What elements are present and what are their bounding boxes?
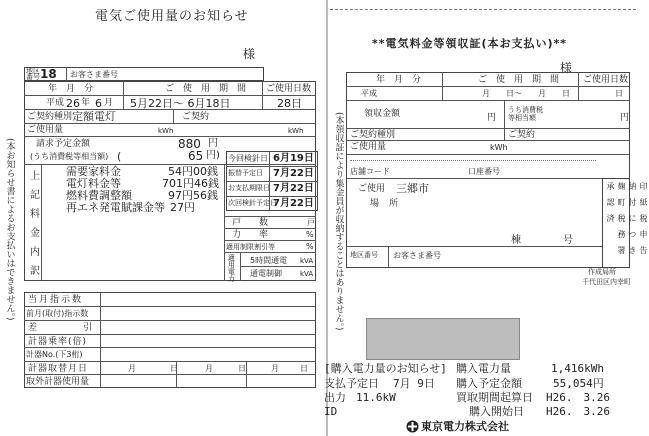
- buy-kwh-label: 購入電力量: [456, 362, 511, 375]
- tax-unit: 円): [206, 150, 220, 161]
- buy-amount-value: 55,054円: [553, 377, 604, 390]
- receipt-side-note: (本領収証により集金員が収納することはありません。): [333, 112, 344, 331]
- header-period: ご 使 用 期 間: [165, 84, 247, 94]
- contract-label: ご契約: [182, 112, 210, 122]
- meter-day-marker: 日: [300, 364, 308, 373]
- households-unit: 戸: [307, 218, 315, 227]
- stamp-tax-text: 印 紙 税 申 告 納 付 に つ き 麹 町 税 務 署 承 認 済: [606, 182, 648, 262]
- output-value: 11.6kW: [356, 391, 396, 404]
- place-value: 三郷市: [396, 182, 429, 195]
- usage-days-value: 28日: [277, 97, 302, 110]
- usage-unit-2: kWh: [288, 127, 304, 135]
- power-control-label: 通電制御: [250, 269, 282, 278]
- receipt-usage-label: ご使用量: [350, 142, 387, 152]
- meter-row-label: 差 引: [28, 323, 95, 333]
- receipt-tax-label: うち消費税等相当額: [508, 106, 543, 122]
- receipt-contract-type-label: ご契約種別: [350, 130, 396, 140]
- households-label: 戸 数: [232, 218, 269, 228]
- power-factor-unit: %: [306, 230, 314, 239]
- building-label: 棟: [511, 235, 521, 246]
- pay-date-value: 7月 9日: [393, 377, 435, 390]
- usage-label: ご使用量: [27, 125, 64, 135]
- date-value: 7月22日: [273, 168, 314, 179]
- place-label-line2: 場所: [370, 199, 409, 209]
- receipt-period-placeholder: 月 日～ 月 日: [482, 89, 570, 98]
- header-month: 年 月 分: [48, 84, 94, 94]
- place-label-line1: ご使用: [358, 184, 386, 194]
- notice-title: 電気ご使用量のお知らせ: [95, 9, 249, 24]
- breakdown-item-label: 電灯料金等: [66, 177, 121, 190]
- purchase-notice-label: [購入電力量のお知らせ]: [324, 362, 447, 375]
- company-name: 東京電力株式会社: [421, 420, 509, 433]
- pay-date-label: 支払予定日: [324, 377, 379, 390]
- breakdown-item-value: 54円00銭: [168, 165, 218, 178]
- receipt-header-days: ご使用日数: [583, 75, 629, 85]
- meter-row-label: 取外計器使用量: [26, 377, 90, 387]
- customer-number-label: お客さま番号: [70, 70, 118, 79]
- usage-unit: kWh: [158, 127, 174, 135]
- buy-amount-label: 購入予定金額: [456, 377, 522, 390]
- meter-row-label: 計器No.(下3桁): [26, 350, 83, 359]
- meter-month-marker: 月: [128, 364, 136, 373]
- breakdown-side-label: 上記料金内訳: [27, 170, 39, 284]
- period-start-label: 買取期間起算日: [456, 391, 533, 404]
- breakdown-item-label: 燃料費調整額: [66, 189, 132, 202]
- breakdown-item-value: 97円56銭: [168, 189, 218, 202]
- receipt-customer-number-label: お客さま番号: [393, 251, 441, 260]
- usage-period-value: 5月22日～ 6月18日: [130, 97, 231, 110]
- five-hour-unit: kVA: [300, 257, 314, 265]
- contract-type-label: ご契約種別: [27, 112, 73, 122]
- meter-month-marker: 月: [205, 364, 213, 373]
- receipt-header: **電気料金等領収証(本お支払い)**: [372, 37, 568, 50]
- date-label: 次回検針予定日: [228, 199, 277, 207]
- breakdown-item-label: 再エネ発電賦課金等: [66, 201, 165, 214]
- charge-yen: 円: [208, 138, 218, 149]
- purchase-start-value: H26. 3.26: [546, 405, 610, 418]
- period-start-value: H26. 3.26: [546, 391, 610, 404]
- tepco-logo-icon: [406, 420, 419, 433]
- receipt-header-period: ご 使 用 期 間: [478, 75, 560, 85]
- tax-paren: (: [117, 150, 122, 163]
- charge-value: 880: [178, 137, 201, 151]
- breakdown-item-value: 701円46銭: [162, 177, 219, 190]
- receipt-recipient-suffix: 様: [560, 61, 573, 75]
- meter-row-label: 当月指示数: [28, 295, 84, 305]
- receipt-days-unit: 日: [615, 89, 623, 98]
- created-office-label: 作成局所: [588, 268, 616, 276]
- date-label: お支払期限日: [228, 184, 270, 192]
- account-number-label: 口座番号: [468, 167, 500, 176]
- purchase-start-label: 購入開始日: [469, 405, 524, 418]
- date-value: 7月22日: [273, 198, 314, 209]
- power-factor-label: 力 率: [232, 230, 269, 240]
- id-label: ID: [324, 405, 338, 418]
- receipt-era: 平成: [361, 89, 377, 98]
- applied-power-label: 適用電力: [227, 254, 236, 282]
- receipt-contract-label: ご契約: [508, 130, 536, 140]
- receipt-usage-unit: kWh: [490, 143, 508, 152]
- tax-value: 65: [188, 149, 204, 163]
- charge-label: 請求予定金額: [36, 139, 91, 149]
- date-value: 6月19日: [273, 153, 314, 164]
- meter-day-marker: 日: [238, 364, 246, 373]
- date-label: 今回検針日: [228, 154, 268, 163]
- receipt-district-label: 地区番号: [350, 251, 378, 259]
- discount-label: 適用制限割引等: [226, 243, 275, 251]
- receipt-amount-label: 領収金額: [364, 109, 401, 119]
- meter-row-label: 前月(取付)指示数: [26, 309, 89, 318]
- receipt-yen: 円: [487, 113, 497, 123]
- output-label: 出力: [324, 391, 346, 404]
- power-control-unit: kVA: [300, 270, 314, 278]
- contract-type-value: 定額電灯: [72, 110, 116, 123]
- receipt-header-month: 年 月 分: [376, 75, 422, 85]
- period-era: 平成: [46, 98, 65, 108]
- meter-day-marker: 日: [170, 364, 178, 373]
- left-side-note: (本お知らせ書によるお支払いはできません。): [4, 138, 15, 321]
- recipient-suffix: 様: [243, 47, 256, 61]
- branch-code-label: 店舗コード: [350, 167, 390, 176]
- date-label: 振替予定日: [228, 169, 263, 177]
- breakdown-item-label: 需要家料金: [66, 165, 121, 178]
- date-value: 7月22日: [273, 183, 314, 194]
- customer-id-row: [24, 67, 264, 81]
- room-label: 号: [563, 235, 573, 246]
- tax-label: (うち消費税等相当額): [30, 152, 109, 161]
- meter-row-label: 計器乗率(倍): [28, 337, 88, 347]
- district-label: 地区 番号: [26, 67, 40, 81]
- meter-row-label: 計器取替月日: [28, 364, 89, 374]
- breakdown-item-value: 27円: [170, 201, 195, 214]
- period-month-value: 6: [95, 97, 102, 110]
- created-office-address: 千代田区内幸町: [582, 278, 631, 286]
- redacted-area: [366, 318, 520, 360]
- discount-unit: %: [306, 242, 314, 251]
- period-year-value: 26: [66, 97, 80, 110]
- meter-month-marker: 月: [271, 364, 279, 373]
- buy-kwh-value: 1,416kWh: [551, 362, 604, 375]
- five-hour-label: 5時間通電: [250, 256, 288, 265]
- header-days: ご使用日数: [266, 84, 312, 94]
- district-number: 18: [40, 67, 57, 81]
- receipt-tax-yen: 円: [620, 113, 630, 123]
